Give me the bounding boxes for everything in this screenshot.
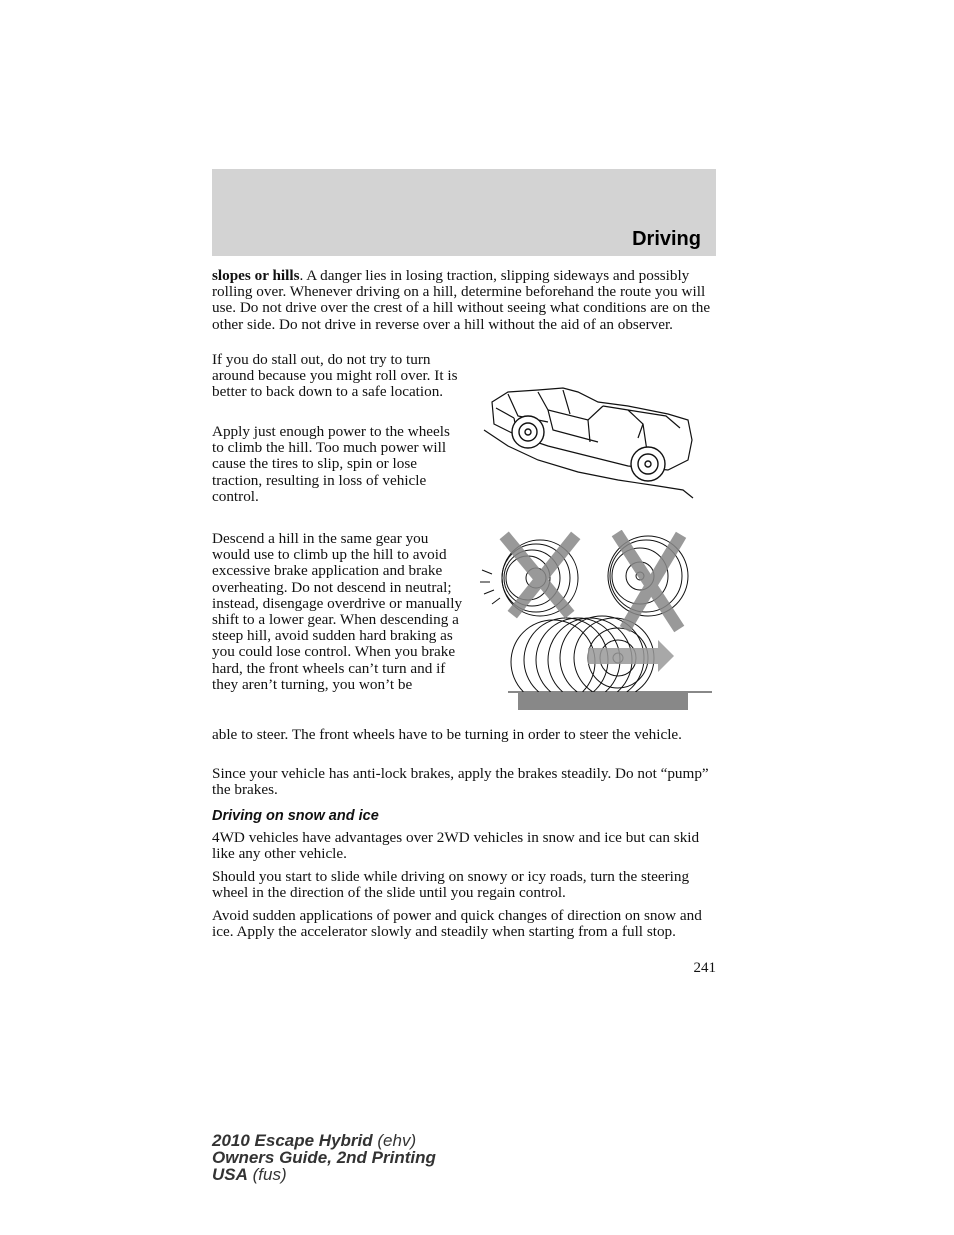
paragraph-stall: If you do stall out, do not try to turn around because you might roll over. It is better to back down to a safe location. [212,351,458,401]
footer-line-2: Owners Guide, 2nd Printing [212,1148,436,1167]
paragraph-power: Apply just enough power to the wheels to climb the hill. Too much power will cause the tires to slip, spin or lose traction, resulting in loss of vehicle control. [212,423,450,505]
paragraph-antilock: Since your vehicle has anti-lock brakes, apply the brakes steadily. Do not “pump” the brakes. [212,765,709,799]
section-heading: Driving on snow and ice [212,808,379,824]
paragraph-acceleration: Avoid sudden applications of power and quick changes of direction on snow and ice. Apply the accelerator slowly and steadily when starting from a full stop. [212,907,702,941]
header-band [212,169,716,256]
footer-line-1: 2010 Escape Hybrid (ehv) [212,1131,417,1150]
spinning-tire-icon [478,530,718,720]
footer [212,1132,436,1183]
paragraph-slide: Should you start to slide while driving on snowy or icy roads, turn the steering wheel in the direction of the slide until you regain control. [212,868,690,902]
paragraph-4wd: 4WD vehicles have advantages over 2WD vehicles in snow and ice but can skid like any other vehicle. [212,829,700,863]
page-number: 241 [693,960,716,976]
footer-line-3: USA (fus) [212,1165,287,1184]
page-title: Driving [632,228,701,250]
paragraph-text: . A danger lies in losing traction, slipping sideways and possibly rolling over. Whenever driving on a hill, determine beforehand the route you will use. Do not drive over the crest of a hill without seeing what conditions are on the other side. Do not drive in reverse over a hill without the aid of an observer. [212,267,711,333]
paragraph-descend: Descend a hill in the same gear you would use to climb up the hill to avoid excessive brake application and brake overheating. Do not descend in neutral; instead, disengage overdrive or manually shift to a lower gear. When descending a steep hill, avoid sudden hard braking as you could lose control. When you brake hard, the front wheels can’t turn and if they aren’t turning, you won’t be [212,530,463,693]
paragraph-slopes [212,268,716,333]
bold-term: slopes or hills [212,267,300,284]
paragraph-descend-continued: able to steer. The front wheels have to be turning in order to steer the vehicle. [212,726,682,743]
suv-climbing-hill-icon [478,380,698,505]
